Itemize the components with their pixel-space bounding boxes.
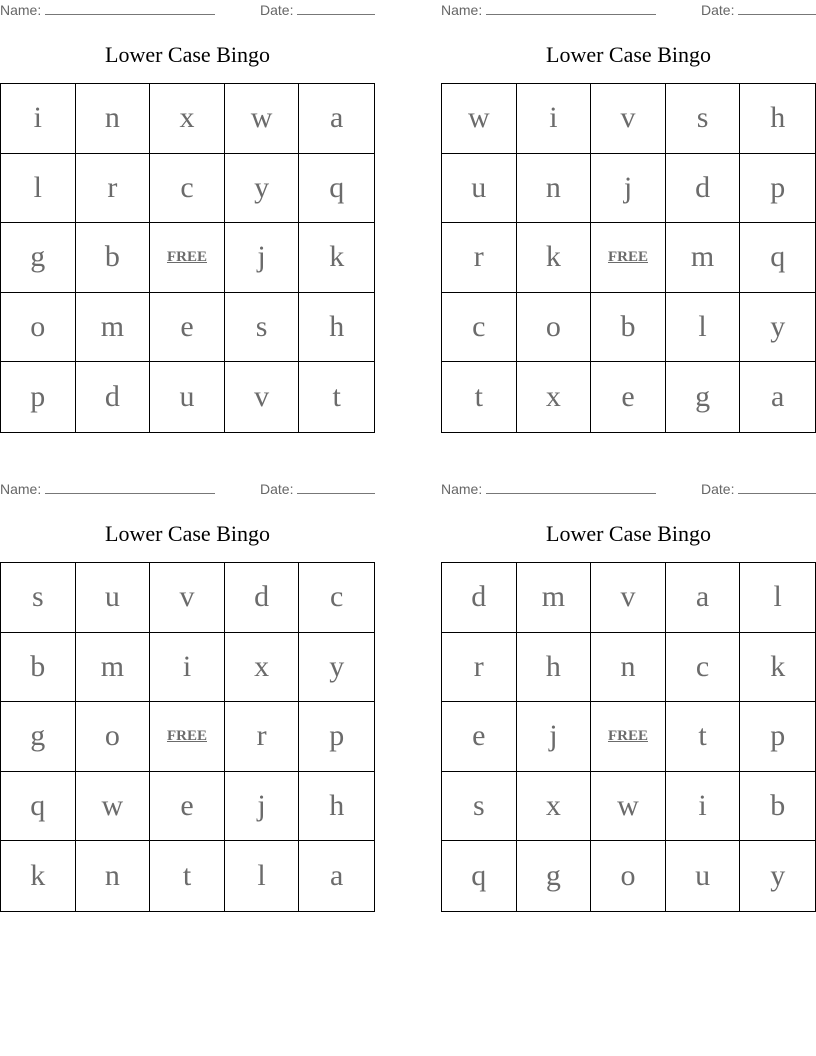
bingo-cell[interactable]: q [740,223,815,293]
free-space-cell[interactable]: FREE [150,223,225,293]
bingo-cell[interactable]: h [740,84,815,154]
bingo-cell[interactable]: d [666,154,741,224]
bingo-cell[interactable]: j [517,702,592,772]
free-space-cell[interactable]: FREE [591,223,666,293]
bingo-cell[interactable]: d [225,563,300,633]
bingo-card-4 [441,479,816,913]
bingo-cell[interactable]: h [517,633,592,703]
bingo-cell[interactable]: g [666,362,741,432]
bingo-cell[interactable]: d [442,563,517,633]
bingo-cell[interactable]: m [76,633,151,703]
bingo-cell[interactable]: c [299,563,374,633]
bingo-cell[interactable]: t [332,380,341,414]
name-blank-line[interactable] [486,2,656,15]
bingo-cell[interactable]: k [299,223,374,293]
card-header [441,481,816,497]
bingo-cell[interactable]: x [517,362,592,432]
free-space-cell[interactable]: FREE [150,702,225,772]
bingo-cell[interactable]: p [740,154,815,224]
name-field [0,2,215,18]
bingo-cell[interactable]: i [517,84,592,154]
bingo-card-2 [441,0,816,434]
bingo-cell[interactable]: i [666,772,741,842]
bingo-cell[interactable]: r [76,154,151,224]
date-blank-line[interactable] [297,481,375,494]
bingo-cell[interactable]: l [1,154,76,224]
bingo-cell[interactable]: w [225,84,300,154]
date-label: Date: [260,2,294,18]
date-blank-line[interactable] [738,481,816,494]
bingo-cell[interactable]: p [1,362,76,432]
bingo-cell[interactable]: c [150,154,225,224]
bingo-cell[interactable]: g [1,702,76,772]
bingo-cell[interactable]: l [740,563,815,633]
card-title: Lower Case Bingo [105,521,270,546]
date-field [260,481,375,497]
bingo-cell[interactable]: w [76,772,151,842]
bingo-cell[interactable]: q [1,772,76,842]
bingo-cell[interactable]: v [591,563,666,633]
bingo-cell[interactable]: e [591,362,666,432]
free-space-cell[interactable]: FREE [591,702,666,772]
bingo-card-1 [0,0,375,434]
bingo-cell[interactable]: g [517,841,592,911]
bingo-cell[interactable]: s [1,563,76,633]
bingo-cell[interactable]: j [225,772,300,842]
bingo-cell[interactable]: y [740,293,815,363]
bingo-cell[interactable]: u [666,841,741,911]
bingo-cell[interactable]: e [150,293,225,363]
bingo-cell[interactable]: i [150,633,225,703]
bingo-cell[interactable]: s [666,84,741,154]
bingo-card-3 [0,479,375,913]
bingo-cell[interactable]: p [740,702,815,772]
name-blank-line[interactable] [45,481,215,494]
bingo-cell[interactable]: p [299,702,374,772]
bingo-cell[interactable]: l [666,293,741,363]
bingo-grid [0,83,375,433]
card-title: Lower Case Bingo [546,521,711,546]
bingo-cell[interactable]: t [150,841,225,911]
bingo-cell[interactable]: w [442,84,517,154]
bingo-cell[interactable]: v [150,563,225,633]
bingo-cell[interactable]: j [225,223,300,293]
name-label: Name: [0,2,42,18]
bingo-grid [0,562,375,912]
date-field [260,2,375,18]
bingo-cell[interactable]: e [150,772,225,842]
name-label: Name: [0,481,42,497]
bingo-cell[interactable]: u [442,154,517,224]
bingo-cell[interactable]: a [330,859,344,893]
bingo-cell[interactable]: s [442,772,517,842]
card-header [0,2,375,18]
bingo-cell[interactable]: r [225,702,300,772]
date-label: Date: [260,481,294,497]
card-title: Lower Case Bingo [105,42,270,67]
name-blank-line[interactable] [45,2,215,15]
bingo-cell[interactable]: e [442,702,517,772]
name-field [0,481,215,497]
bingo-cell[interactable]: x [150,84,225,154]
bingo-cell[interactable]: b [591,293,666,363]
bingo-cell[interactable]: h [299,772,374,842]
bingo-cell[interactable]: v [591,84,666,154]
bingo-grid [441,83,816,433]
card-header [441,2,816,18]
bingo-cell[interactable]: n [591,633,666,703]
date-field [701,2,816,18]
bingo-cell[interactable]: h [299,293,374,363]
bingo-cell[interactable]: a [299,84,374,154]
bingo-cell[interactable]: x [225,633,300,703]
bingo-cell[interactable]: r [442,633,517,703]
bingo-cell[interactable]: q [442,841,517,911]
bingo-cell[interactable]: o [517,293,592,363]
bingo-cell[interactable]: m [666,223,741,293]
name-label: Name: [441,481,483,497]
bingo-cell[interactable]: q [299,154,374,224]
card-title: Lower Case Bingo [546,42,711,67]
bingo-cell[interactable]: n [76,841,151,911]
bingo-cell[interactable]: o [76,702,151,772]
name-field [441,481,656,497]
bingo-cell[interactable]: a [771,380,785,414]
bingo-cell[interactable]: v [225,362,300,432]
bingo-cell[interactable]: s [225,293,300,363]
bingo-cell[interactable]: k [1,841,76,911]
date-field [701,481,816,497]
bingo-cell[interactable]: y [225,154,300,224]
bingo-cell[interactable]: w [591,772,666,842]
bingo-cell[interactable]: o [591,841,666,911]
bingo-cell[interactable]: y [299,633,374,703]
bingo-cell[interactable]: t [666,702,741,772]
bingo-cell[interactable]: m [517,563,592,633]
bingo-cell[interactable]: b [76,223,151,293]
date-blank-line[interactable] [297,2,375,15]
name-label: Name: [441,2,483,18]
bingo-cell[interactable]: a [666,563,741,633]
bingo-cell[interactable]: u [150,362,225,432]
date-label: Date: [701,481,735,497]
bingo-cell[interactable]: t [442,362,517,432]
card-header [0,481,375,497]
bingo-cell[interactable]: l [225,841,300,911]
bingo-cell[interactable]: y [770,859,786,893]
name-blank-line[interactable] [486,481,656,494]
bingo-cell[interactable]: b [1,633,76,703]
bingo-cell[interactable]: b [740,772,815,842]
bingo-cell[interactable]: c [666,633,741,703]
bingo-cell[interactable]: n [76,84,151,154]
bingo-grid [441,562,816,912]
bingo-cell[interactable]: x [517,772,592,842]
bingo-cell[interactable]: r [442,223,517,293]
bingo-cell[interactable]: g [1,223,76,293]
name-field [441,2,656,18]
bingo-cell[interactable]: o [1,293,76,363]
bingo-cell[interactable]: u [76,563,151,633]
bingo-cell[interactable]: c [442,293,517,363]
bingo-cell[interactable]: k [517,223,592,293]
bingo-cell[interactable]: d [76,362,151,432]
date-blank-line[interactable] [738,2,816,15]
bingo-cell[interactable]: j [591,154,666,224]
bingo-cell[interactable]: k [740,633,815,703]
bingo-cell[interactable]: i [1,84,76,154]
bingo-cell[interactable]: n [517,154,592,224]
bingo-cell[interactable]: m [76,293,151,363]
date-label: Date: [701,2,735,18]
